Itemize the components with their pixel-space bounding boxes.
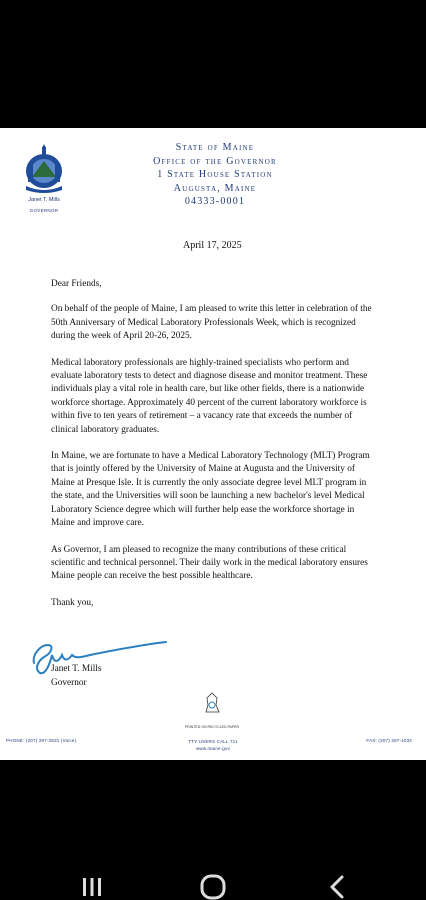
paragraph: Medical laboratory professionals are highly-trained specialists who perform and evaluate laboratory tests to detect and diagnose disease and monitor treatment. These individuals play a vital role in health care, but like other fields, there is a nationwide workforce shortage. Approximately 40 percent of the current laboratory workforce is within five to ten years of retirement – a vacancy rate that exceeds the number of clinical laboratory graduates. <box>51 357 368 435</box>
signature-title: Governor <box>51 678 87 688</box>
governor-name-small: Janet T. Mills <box>28 197 60 203</box>
state-seal-icon <box>22 144 66 194</box>
android-nav-bar <box>0 860 426 900</box>
letterhead-line: 04333-0001 <box>184 196 246 207</box>
footer-phone: PHONE: (207) 287-3531 (Voice) <box>6 738 77 743</box>
footer-tty: TTY USERS CALL 711 <box>188 739 238 744</box>
paragraph: As Governor, I am pleased to recognize the many contributions of these critical scientific and technical personnel. Their daily work in the medical laboratory ensures Maine people can receive the best possible healthcare. <box>51 544 368 582</box>
letterhead-line: Office of the Governor <box>153 155 277 167</box>
signature-name: Janet T. Mills <box>51 664 102 674</box>
home-icon[interactable] <box>193 874 233 900</box>
back-icon[interactable] <box>318 874 358 900</box>
footer-center <box>160 738 266 752</box>
paragraph: In Maine, we are fortunate to have a Medical Laboratory Technology (MLT) Program that is jointly offered by the University of Maine at Augusta and the University of Maine at Presque Isle. It is currently the only associate degree level MLT program in the state, and the Universities will soon be launching a new bachelor's level Medical Laboratory Science degree which will further help ease the workforce shortage in Maine and improve care. <box>51 451 370 529</box>
recycled-paper-note: PRINTED ON RECYCLED PAPER <box>184 725 240 729</box>
closing: Thank you, <box>51 597 94 608</box>
recycle-icon <box>203 692 221 714</box>
letterhead-line: Augusta, Maine <box>173 182 257 194</box>
footer-fax: FAX: (207) 287-1034 <box>366 738 412 743</box>
governor-title-small: GOVERNOR <box>29 208 59 213</box>
footer-website: www.maine.gov <box>195 746 231 751</box>
letter-page <box>0 128 426 760</box>
salutation: Dear Friends, <box>51 279 102 289</box>
letter-date: April 17, 2025 <box>183 240 242 251</box>
letterhead-line: 1 State House Station <box>157 169 273 180</box>
letterhead-line: State of Maine <box>175 142 255 153</box>
recent-apps-icon[interactable] <box>72 874 112 900</box>
letter-body <box>51 278 373 623</box>
paragraph: On behalf of the people of Maine, I am pleased to write this letter in celebration of the 50th Anniversary of Medical Laboratory Professionals Week, which is recognized during the week of April 20-26, 2025. <box>51 304 372 342</box>
letterhead-address <box>125 141 305 209</box>
